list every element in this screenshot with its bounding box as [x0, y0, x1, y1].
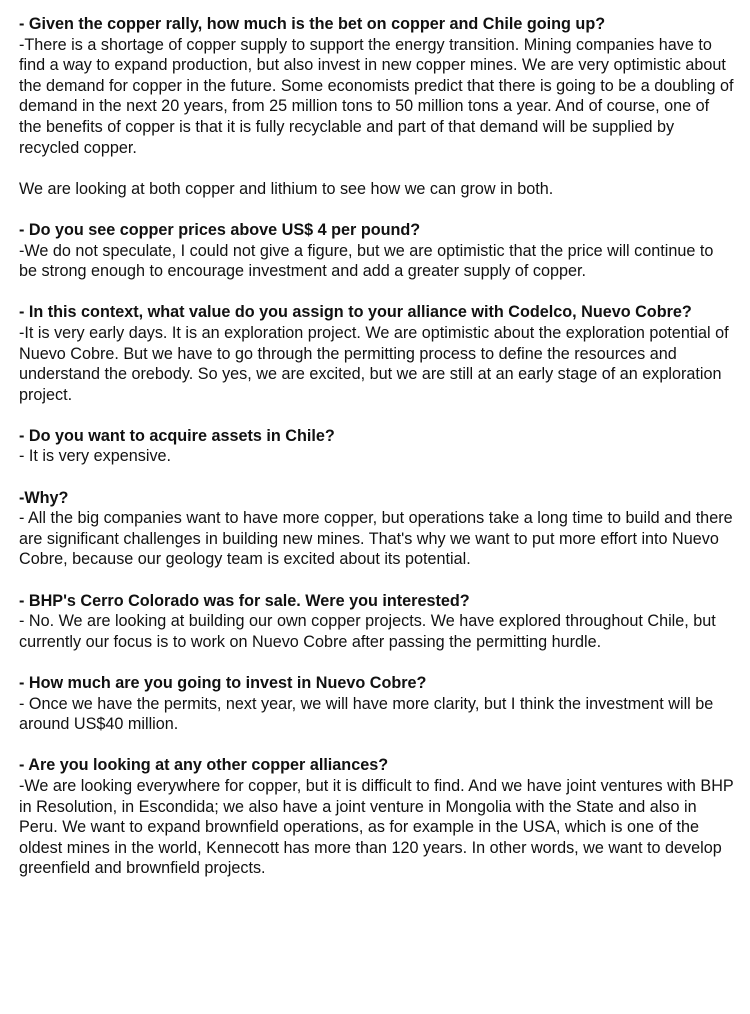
answer: -We do not speculate, I could not give a figure, but we are optimistic that the price will continue to be strong enough to encourage investment and add a greater supply of copper. [19, 241, 714, 281]
question: -Why? [19, 488, 69, 507]
answer: -There is a shortage of copper supply to support the energy transition. Mining companies have to find a way to expand production, but also invest in new copper mines. We are very optimistic about the demand for copper in the future. Some economists predict that there is going to be a doubling of demand in the next 20 years, from 25 million tons to 50 million tons a year. And of course, one of the benefits of copper is that it is fully recyclable and part of that demand will be supplied by recycled copper. [19, 35, 734, 157]
answer: - It is very expensive. [19, 447, 172, 466]
question: - How much are you going to invest in Nuevo Cobre? [19, 674, 427, 692]
answer: -It is very early days. It is an exploration project. We are optimistic about the exploration potential of Nuevo Cobre. But we have to go through the permitting process to define the resources and understand the orebody. So yes, we are excited, but we are still at an early stage of an exploration project. [19, 323, 729, 404]
question: - Given the copper rally, how much is the bet on copper and Chile going up? [19, 15, 606, 33]
answer: -We are looking everywhere for copper, but it is difficult to find. And we have joint ventures with BHP in Resolution, in Escondida; we also have a joint venture in Mongolia with the State and also in Peru. We want to expand brownfield operations, as for example in the USA, which is one of the oldest mines in the world, Kennecott has more than 120 years. In other words, we want to develop greenfield and brownfield projects. [19, 776, 734, 878]
qa-block-investment [19, 673, 735, 735]
qa-block-other-alliances [19, 755, 735, 879]
paragraph-copper-lithium: We are looking at both copper and lithium to see how we can grow in both. [19, 179, 554, 198]
qa-block-why [19, 488, 735, 570]
question: - Do you see copper prices above US$ 4 per pound? [19, 220, 421, 239]
qa-block-cerro-colorado [19, 591, 735, 653]
question: - In this context, what value do you assign to your alliance with Codelco, Nuevo Cobre? [19, 303, 692, 322]
qa-block-copper-prices [19, 220, 735, 282]
answer: - No. We are looking at building our own copper projects. We have explored throughout Chile, but currently our focus is to work on Nuevo Cobre after passing the permitting hurdle. [19, 612, 716, 651]
question: - Do you want to acquire assets in Chile? [19, 426, 335, 445]
question: - Are you looking at any other copper alliances? [19, 756, 389, 775]
interview-document [19, 14, 735, 900]
qa-block-copper-rally [19, 14, 735, 158]
question: - BHP's Cerro Colorado was for sale. Were you interested? [19, 591, 470, 610]
answer: - Once we have the permits, next year, we will have more clarity, but I think the investment will be around US$40 million. [19, 694, 714, 734]
qa-block-acquire-assets [19, 426, 735, 467]
answer: - All the big companies want to have more copper, but operations take a long time to build and there are significant challenges in building new mines. That's why we want to put more effort into Nuevo Cobre, because our geology team is excited about its potential. [19, 509, 733, 569]
qa-block-codelco-alliance [19, 302, 735, 405]
